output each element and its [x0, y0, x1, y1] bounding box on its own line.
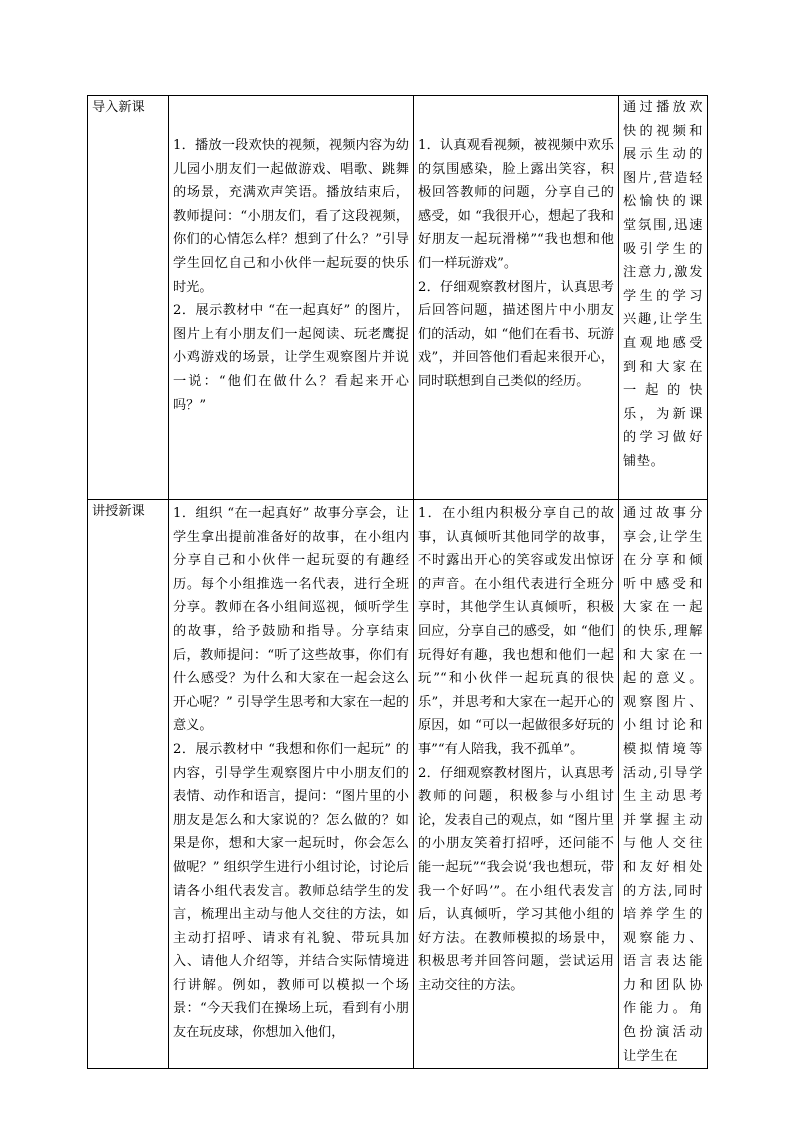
- stage-label: 讲授新课: [92, 504, 145, 519]
- stage-cell: [88, 96, 169, 500]
- student-activity-paragraph: 1．在小组内积极分享自己的故事，认真倾听其他同学的故事，不时露出开心的笑容或发出惊讶的声音。在小组代表进行全班分享时，其他学生认真倾听，积极回应，分享自己的感受，如 “他们玩得好有趣，我也想和他们一起玩”“和小伙伴一起玩真的很快乐”，并思考和大家在一起开心的原因，如 “可以一起做很多好玩的事”“有人陪我，我不孤单”。: [418, 506, 614, 757]
- design-purpose-cell: [619, 500, 708, 1069]
- table-row: [88, 96, 708, 500]
- teacher-activity-cell: [169, 500, 414, 1069]
- teacher-activity-paragraph: 1．播放一段欢快的视频，视频内容为幼儿园小朋友们一起做游戏、唱歌、跳舞的场景，充满欢声笑语。播放结束后，教师提问：“小朋友们，看了这段视频，你们的心情怎么样？想到了什么？”引导学生回忆自己和小伙伴一起玩耍的快乐时光。: [173, 138, 409, 295]
- student-activity-cell: [414, 96, 619, 500]
- table-row: [88, 500, 708, 1069]
- design-purpose-text: 通过故事分享会,让学生在分享和倾听中感受和大家在一起的快乐,理解和大家在一起的意义。观察图片、小组讨论和模拟情境等活动,引导学生主动思考并掌握主动与他人交往和友好相处的方法,同时培养学生的观察能力、语言表达能力和团队协作能力。角色扮演活动让学生在: [623, 506, 703, 1064]
- lesson-plan-table: [87, 95, 708, 1069]
- student-activity-paragraph: 2．仔细观察教材图片，认真思考后回答问题，描述图片中小朋友们的活动，如 “他们在看书、玩游戏”，并回答他们看起来很开心，同时联想到自己类似的经历。: [418, 279, 614, 389]
- teacher-activity-cell: [169, 96, 414, 500]
- teacher-activity-paragraph: 2．展示教材中 “在一起真好” 的图片，图片上有小朋友们一起阅读、玩老鹰捉小鸡游戏的场景，让学生观察图片并说一说：“他们在做什么？看起来开心吗？”: [173, 303, 409, 413]
- design-purpose-text: 通过播放欢快的视频和展示生动的图片,营造轻松愉快的课堂氛围,迅速吸引学生的注意力,激发学生的学习兴趣,让学生直观地感受到和大家在一起的快乐，为新课的学习做好铺垫。: [623, 100, 703, 469]
- teacher-activity-paragraph: 1．组织 “在一起真好” 故事分享会，让学生拿出提前准备好的故事，在小组内分享自己和小伙伴一起玩耍的有趣经历。每个小组推选一名代表，进行全班分享。教师在各小组间巡视，倾听学生的故事，给予鼓励和指导。分享结束后，教师提问：“听了这些故事，你们有什么感受？为什么和大家在一起会这么开心呢？” 引导学生思考和大家在一起的意义。: [173, 506, 409, 734]
- stage-cell: [88, 500, 169, 1069]
- student-activity-paragraph: 2．仔细观察教材图片，认真思考教师的问题，积极参与小组讨论，发表自己的观点，如 “图片里的小朋友笑着打招呼，还问能不能一起玩”“我会说‘我也想玩，带我一个好吗’”。在小组代表发言后，认真倾听，学习其他小组的好方法。在教师模拟的场景中，积极思考并回答问题，尝试运用主动交往的方法。: [418, 765, 614, 993]
- student-activity-cell: [414, 500, 619, 1069]
- teacher-activity-paragraph: 2．展示教材中 “我想和你们一起玩” 的内容，引导学生观察图片中小朋友们的表情、动作和语言，提问：“图片里的小朋友是怎么和大家说的？怎么做的？如果是你，想和大家一起玩时，你会怎么做呢？” 组织学生进行小组讨论，讨论后请各小组代表发言。教师总结学生的发言，梳理出主动与他人交往的方法，如主动打招呼、请求有礼貌、带玩具加入、请他人介绍等，并结合实际情境进行讲解。例如，教师可以模拟一个场景：“今天我们在操场上玩，看到有小朋友在玩皮球，你想加入他们，: [173, 741, 409, 1041]
- student-activity-paragraph: 1．认真观看视频，被视频中欢乐的氛围感染，脸上露出笑容，积极回答教师的问题，分享自己的感受，如 “我很开心，想起了我和好朋友一起玩滑梯”“我也想和他们一样玩游戏”。: [418, 138, 614, 271]
- stage-label: 导入新课: [92, 100, 145, 115]
- design-purpose-cell: [619, 96, 708, 500]
